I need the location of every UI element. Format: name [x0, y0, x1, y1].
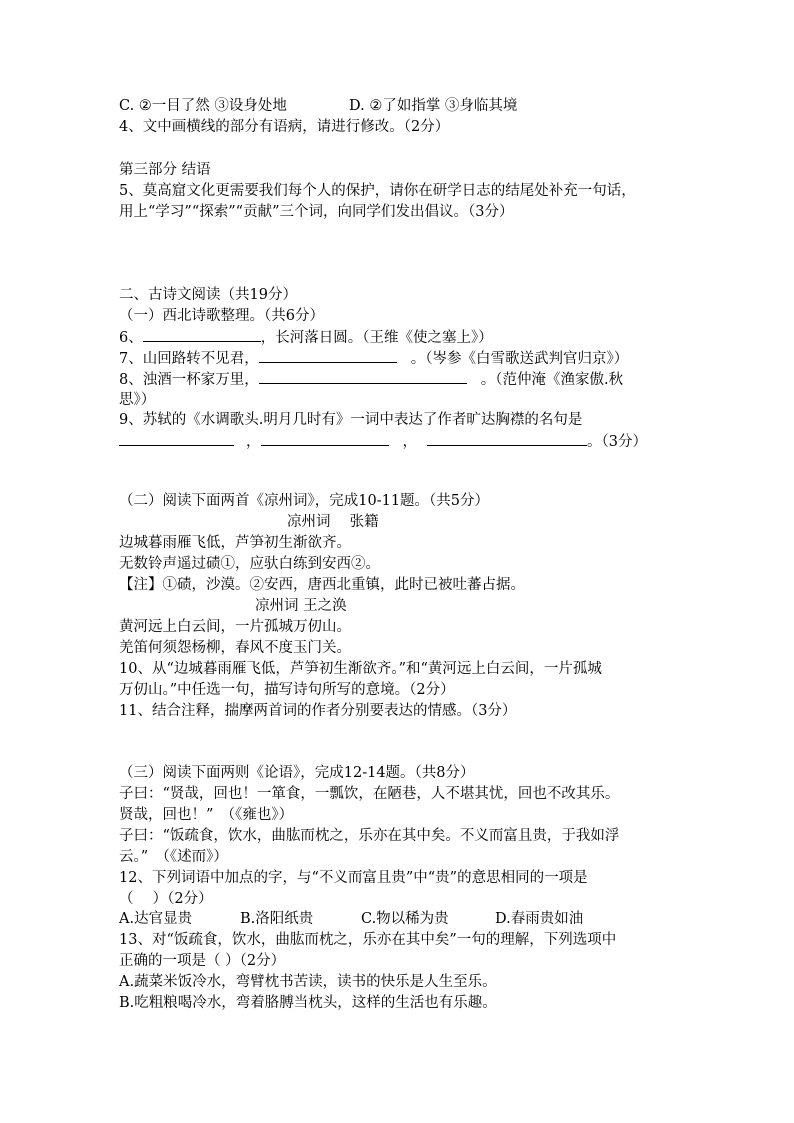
question-12-line1: 12、下列词语中加点的字，与“不义而富且贵”中“贵”的意思相同的一项是: [119, 870, 588, 886]
question-8: 8、浊酒一杯家万里， 。（范仲淹《渔家傲.秋: [119, 369, 623, 390]
question-11: 11、结合注释，揣摩两首词的作者分别要表达的情感。（3分）: [119, 703, 517, 719]
question-8-cont: 思》）: [119, 392, 156, 408]
answer-blank[interactable]: [427, 431, 587, 446]
option-c: C. ②一目了然 ③设身处地: [119, 98, 287, 114]
question-9-line1: 9、苏轼的《水调歌头.明月几时有》一词中表达了作者旷达胸襟的名句是: [119, 412, 583, 428]
poem2-title: 凉州词 王之涣: [255, 598, 347, 614]
question-10-line1: 10、从“边城暮雨雁飞低，芦笋初生渐欲齐。”和“黄河远上白云间，一片孤城: [119, 661, 602, 677]
poem2-line1: 黄河远上白云间，一片孤城万仞山。: [119, 619, 351, 635]
answer-blank[interactable]: [261, 431, 389, 446]
question-9-blanks: ， ， 。（3分）: [119, 431, 647, 452]
question-6: 6、 ，长河落日圆。（王维《使之塞上》）: [119, 327, 493, 348]
question-12-option: C.物以稀为贵: [361, 911, 449, 927]
question-5-line2: 用上“学习”“探索”“贡献”三个词，向同学们发出倡议。（3分）: [119, 204, 514, 220]
poem2-line2: 羌笛何须怨杨柳，春风不度玉门关。: [119, 640, 351, 656]
question-12-option: B.洛阳纸贵: [240, 911, 314, 927]
question-4: 4、文中画横线的部分有语病，请进行修改。（2分）: [119, 119, 450, 135]
question-10-line2: 万仞山。”中任选一句，描写诗句所写的意境。（2分）: [119, 682, 455, 698]
option-d: D. ②了如指掌 ③身临其境: [349, 98, 518, 114]
quote2-line1: 子曰：“饭疏食，饮水，曲肱而枕之，乐亦在其中矣。不义而富且贵，于我如浮: [119, 828, 620, 844]
answer-blank[interactable]: [119, 431, 234, 446]
question-13-line1: 13、对“饭疏食，饮水，曲肱而枕之，乐亦在其中矣”一句的理解，下列选项中: [119, 932, 617, 948]
section2-sub1: （一）西北诗歌整理。（共6分）: [119, 308, 324, 324]
section2-title: 二、古诗文阅读（共19分）: [119, 287, 297, 303]
quote1-line2: 贤哉，回也！” （《雍也》）: [119, 807, 294, 823]
poem1-line1: 边城暮雨雁飞低，芦笋初生渐欲齐。: [119, 535, 351, 551]
question-12-line2: （ ）（2分）: [119, 891, 213, 907]
question-5-line1: 5、莫高窟文化更需要我们每个人的保护，请你在研学日志的结尾处补充一句话，: [119, 183, 636, 199]
question-7: 7、山回路转不见君， 。（岑参《白雪歌送武判官归京》）: [119, 348, 628, 369]
section2b-intro: （二）阅读下面两首《凉州词》，完成10-11题。（共5分）: [119, 493, 490, 509]
question-12-option: A.达官显贵: [119, 911, 193, 927]
question-12-option: D.春雨贵如油: [495, 911, 584, 927]
quote2-line2: 云。” （《述而》）: [119, 849, 228, 865]
question-13-option-b: B.吃粗粮喝冷水，弯着胳膊当枕头，这样的生活也有乐趣。: [119, 995, 497, 1011]
question-13-line2: 正确的一项是（ ）（2分）: [119, 953, 286, 969]
section2c-intro: （三）阅读下面两则《论语》，完成12-14题。（共8分）: [119, 765, 475, 781]
question-13-option-a: A.蔬菜米饭冷水，弯臂枕书苦读，读书的快乐是人生至乐。: [119, 974, 497, 990]
answer-blank[interactable]: [259, 348, 397, 363]
quote1-line1: 子曰：“贤哉，回也！一箪食，一瓢饮，在陋巷，人不堪其忧，回也不改其乐。: [119, 786, 620, 802]
poem1-line2: 无数铃声遥过碛①，应驮白练到安西②。: [119, 556, 380, 572]
poem1-note: 【注】①碛，沙漠。②安西，唐西北重镇，此时已被吐蕃占据。: [119, 577, 525, 593]
part3-title: 第三部分 结语: [119, 162, 211, 178]
poem1-title: 凉州词 张籍: [287, 514, 379, 530]
answer-blank[interactable]: [259, 369, 467, 384]
answer-blank[interactable]: [143, 327, 261, 342]
